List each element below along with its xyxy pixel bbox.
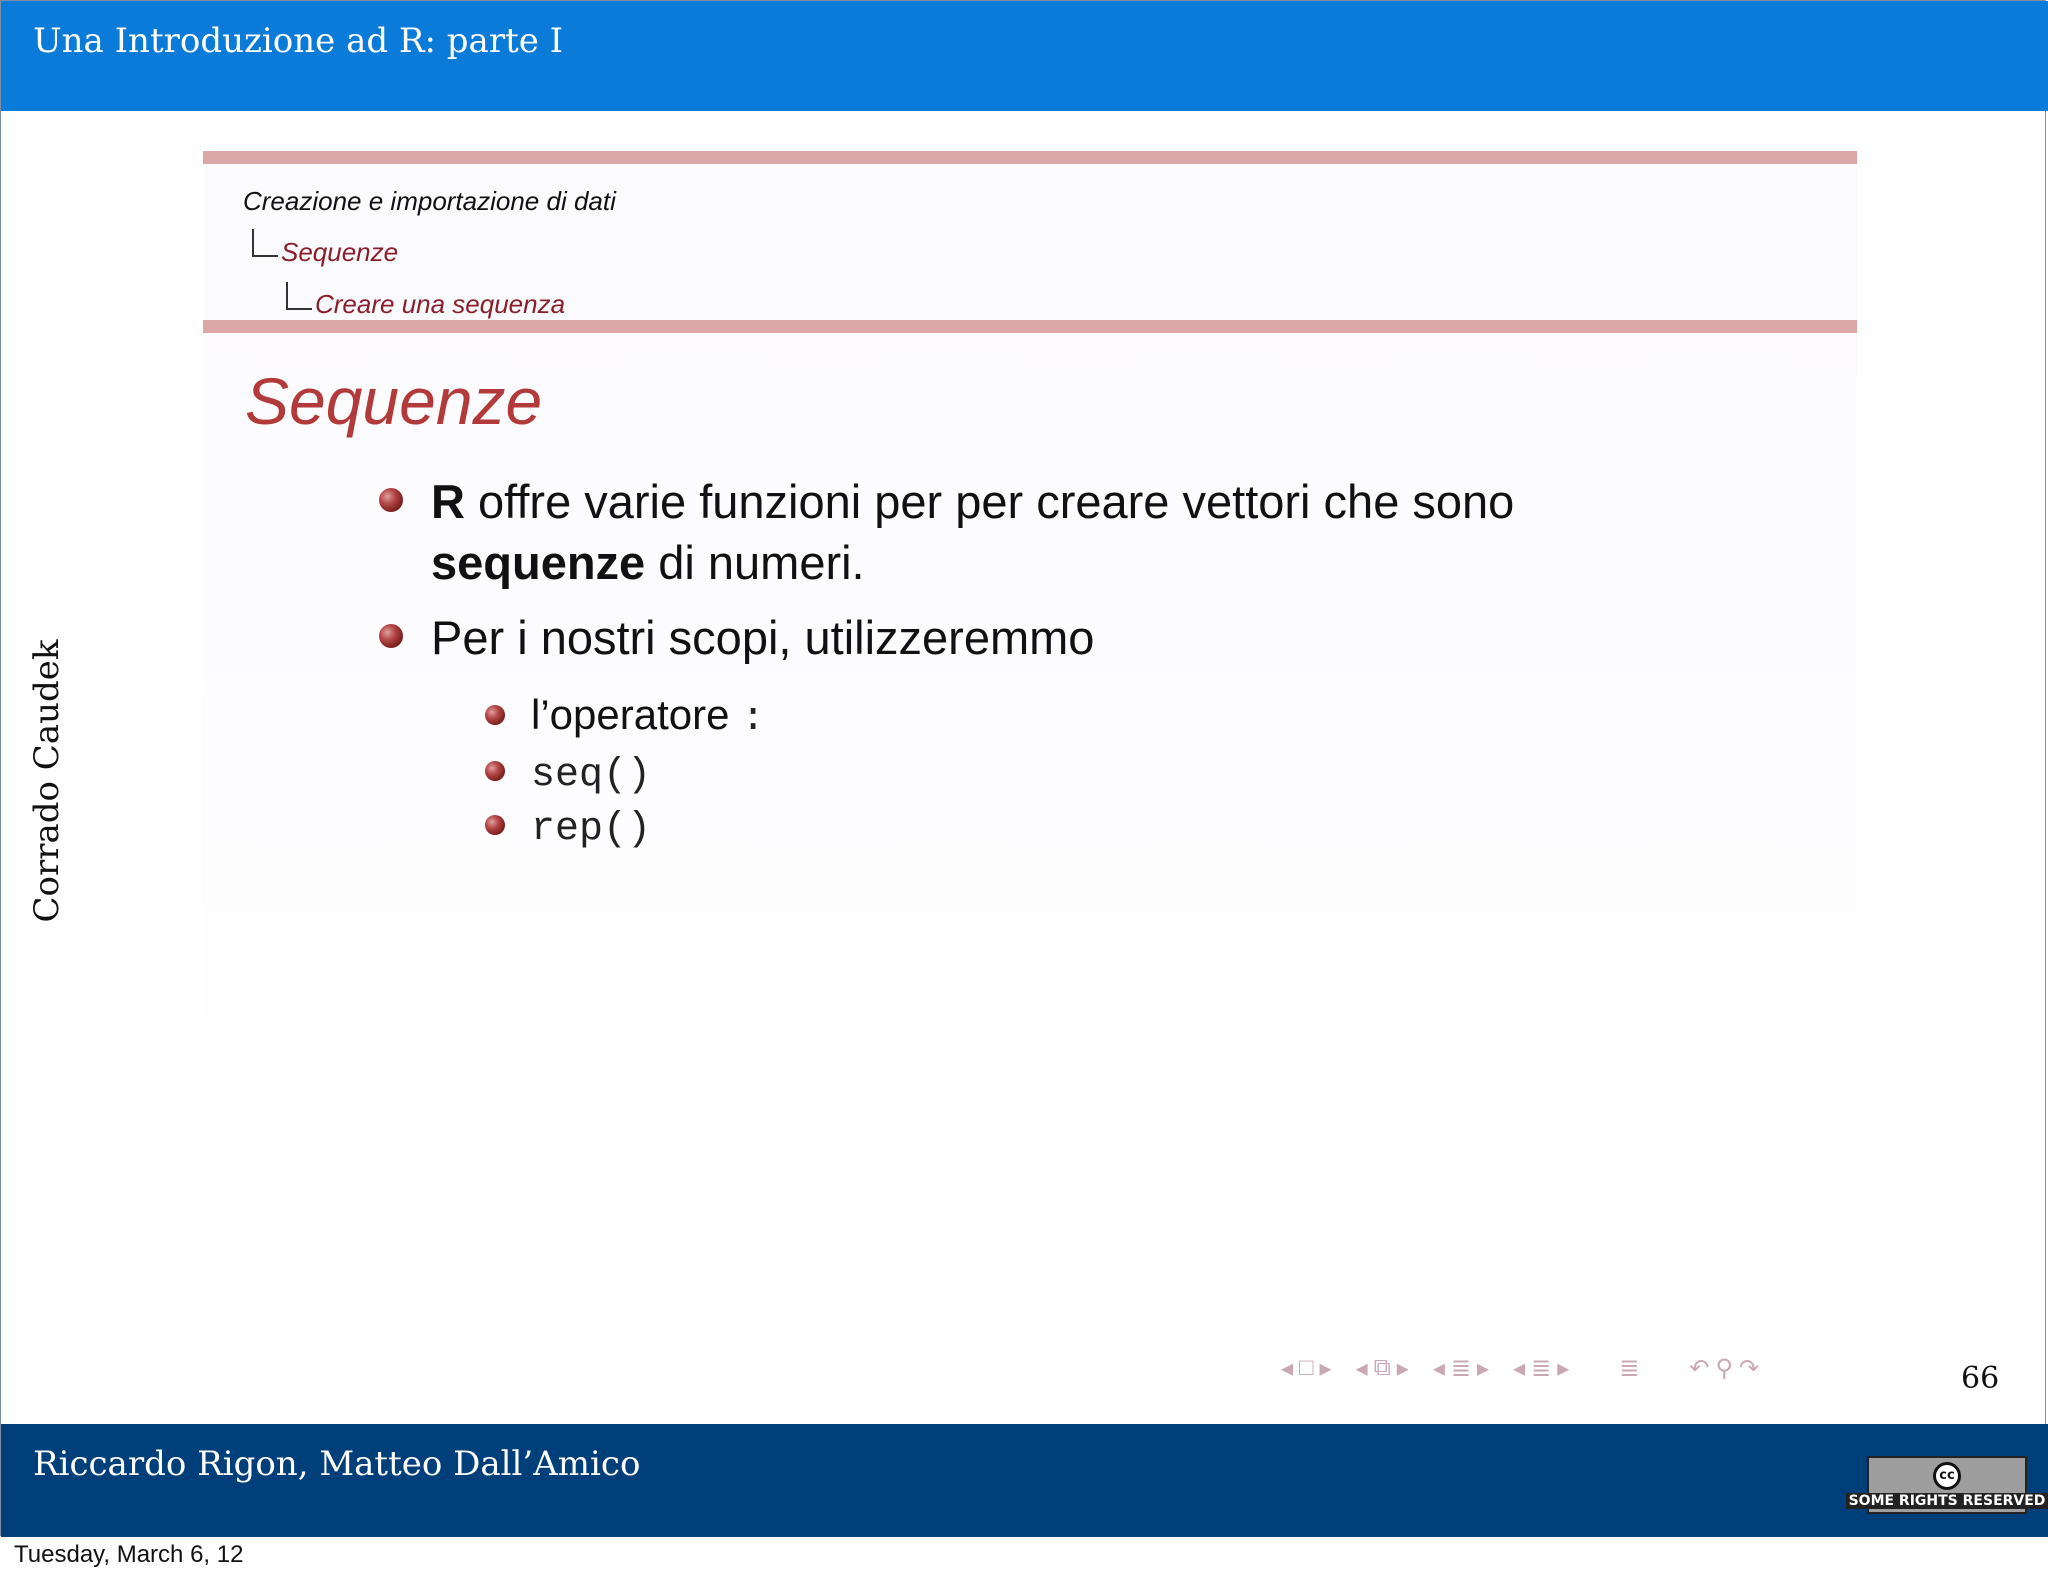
bullet-ball-icon [485, 815, 505, 835]
sub-bullet-text [531, 691, 765, 744]
print-date: Tuesday, March 6, 12 [14, 1541, 244, 1568]
bullet-ball-icon [485, 761, 505, 781]
slide-title: Sequenze [245, 364, 543, 438]
code-token: seq() [531, 753, 652, 798]
sub-bullet-text [531, 747, 651, 800]
code-token: : [741, 697, 766, 742]
breadcrumb-section[interactable]: Creazione e importazione di dati [243, 186, 616, 216]
prev-section-icon[interactable]: ◂ [1432, 1354, 1447, 1382]
breadcrumb-subsubsection[interactable]: Creare una sequenza [315, 289, 566, 319]
sub-bullet-item [485, 691, 765, 744]
sub-bullet-label: l’operatore [531, 691, 742, 738]
beamer-navigation [1281, 1351, 1841, 1385]
code-token: rep() [531, 807, 652, 852]
prev-part-icon[interactable]: ◂ [1513, 1354, 1528, 1382]
forward-icon[interactable]: ↷ [1739, 1354, 1762, 1382]
bullet-text [431, 471, 1581, 593]
breadcrumb [203, 151, 1857, 333]
tree-elbow [286, 282, 312, 310]
bottom-banner [1, 1424, 2048, 1537]
bullet-item [379, 607, 1581, 668]
page-number: 66 [1961, 1361, 2000, 1396]
side-author: Corrado Caudek [27, 639, 67, 923]
presentation-title: Una Introduzione ad R: parte I [33, 21, 564, 61]
bullet-item [379, 471, 1581, 593]
top-banner [1, 1, 2048, 111]
prev-subsection-icon[interactable]: ◂ [1355, 1354, 1370, 1382]
subsection-icon[interactable]: ⧉ [1373, 1354, 1393, 1381]
creative-commons-icon: cc [1933, 1462, 1961, 1490]
license-badge[interactable] [1848, 1456, 2046, 1514]
frame-icon[interactable]: □ [1299, 1354, 1316, 1381]
back-icon[interactable]: ↶ [1689, 1354, 1712, 1382]
bullet-ball-icon [379, 624, 403, 648]
slide-content [203, 151, 1857, 1061]
search-icon[interactable]: ⚲ [1715, 1354, 1736, 1382]
prev-frame-icon[interactable]: ◂ [1281, 1354, 1296, 1382]
sub-bullet-item [485, 747, 651, 800]
footer-authors: Riccardo Rigon, Matteo Dall’Amico [33, 1444, 641, 1484]
next-frame-icon[interactable]: ▸ [1319, 1354, 1334, 1382]
sub-bullet-text [531, 801, 651, 854]
bullet-ball-icon [379, 488, 403, 512]
next-section-icon[interactable]: ▸ [1476, 1354, 1492, 1382]
bold-term: sequenze [431, 536, 646, 589]
tree-elbow [252, 229, 278, 257]
section-icon[interactable]: ≣ [1450, 1354, 1473, 1382]
bullet-text: Per i nostri scopi, utilizzeremmo [431, 611, 1095, 664]
next-part-icon[interactable]: ▸ [1557, 1354, 1572, 1382]
bullet-text-part: offre varie funzioni per per creare vettori che sono [464, 475, 1515, 528]
bold-term: R [431, 475, 465, 528]
outline-icon[interactable]: ≣ [1619, 1354, 1642, 1382]
part-icon[interactable]: ≣ [1531, 1354, 1554, 1382]
sub-bullet-item [485, 801, 651, 854]
next-subsection-icon[interactable]: ▸ [1396, 1354, 1411, 1382]
breadcrumb-subsection[interactable]: Sequenze [281, 237, 399, 267]
bullet-text-part: di numeri. [645, 536, 865, 589]
license-text: SOME RIGHTS RESERVED [1846, 1493, 2048, 1509]
bullet-ball-icon [485, 705, 505, 725]
